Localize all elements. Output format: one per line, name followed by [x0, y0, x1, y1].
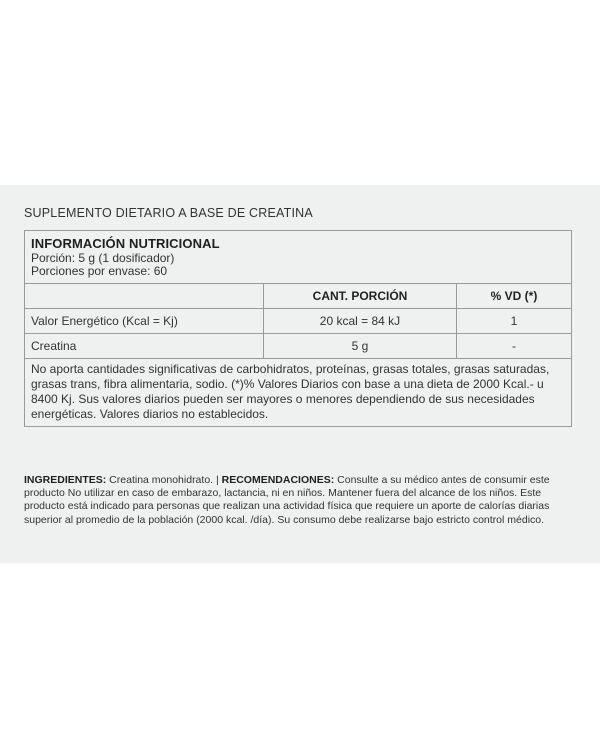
nutrition-header	[25, 231, 571, 284]
nutrient-name: Valor Energético (Kcal = Kj)	[25, 308, 264, 333]
recommendations-text: Consulte a su médico antes de consumir este producto No utilizar en caso de embarazo, lactancia, ni en niños. Mantener fuera del alcance de los niños. Este producto está indicado para personas que realizan una actividad física que requiere un aporte de calorías diarias superior al promedio de la población (2000 kcal. /día). Su consumo debe realizarse bajo estricto control médico.	[24, 474, 550, 526]
nutrient-daily-value: 1	[457, 308, 572, 333]
table-header-cell	[25, 284, 264, 309]
table-header-cell: CANT. PORCIÓN	[264, 284, 457, 309]
nutrient-daily-value: -	[457, 333, 572, 358]
ingredients-label: INGREDIENTES:	[24, 474, 107, 486]
ingredients-section	[24, 474, 576, 527]
product-subtitle: SUPLEMENTO DIETARIO A BASE DE CREATINA	[24, 206, 313, 220]
nutrient-name: Creatina	[25, 333, 264, 358]
nutrition-facts-panel	[24, 230, 572, 427]
nutrition-table	[25, 284, 571, 359]
table-row	[25, 308, 571, 333]
portion-size: Porción: 5 g (1 dosificador)	[31, 250, 175, 265]
portions-per-pack: Porciones por envase: 60	[31, 264, 168, 278]
ingredients-text: Creatina monohidrato. |	[106, 474, 222, 486]
table-row	[25, 333, 571, 358]
nutrition-title: INFORMACIÓN NUTRICIONAL	[31, 236, 220, 251]
nutrient-amount: 5 g	[264, 333, 457, 358]
table-header-row	[25, 284, 571, 309]
nutrient-amount: 20 kcal = 84 kJ	[264, 308, 457, 333]
recommendations-label: RECOMENDACIONES:	[221, 474, 335, 486]
table-header-cell: % VD (*)	[457, 284, 572, 309]
nutrition-note: No aporta cantidades significativas de carbohidratos, proteínas, grasas totales, grasas saturadas, grasas trans, fibra alimentaria, sodio. (*)% Valores Diarios con base a una dieta de 2000 Kcal.- u 8400 Kj. Sus valores diarios pueden ser mayores o menores dependiendo de sus necesidades energéticas. Valores diarios no establecidos.	[31, 361, 550, 421]
